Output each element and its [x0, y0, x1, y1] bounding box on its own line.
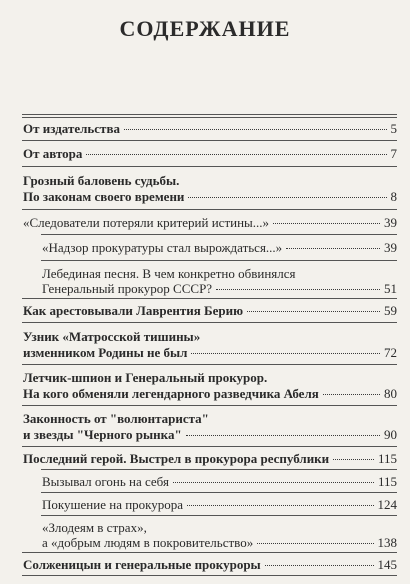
toc-entry-title-line: и звезды "Черного рынка"	[23, 427, 182, 442]
toc-entry[interactable]	[42, 475, 397, 489]
divider	[22, 364, 397, 365]
toc-entry-page: 51	[384, 281, 397, 296]
divider	[22, 209, 397, 210]
toc-entry[interactable]	[23, 428, 397, 442]
toc-entry-title-line: а «добрым людям в покровительство»	[42, 535, 254, 550]
toc-entry-page: 59	[384, 303, 397, 318]
toc-entry-page: 72	[384, 345, 397, 360]
toc-entry-title-line: На кого обменяли легендарного разведчика Абеля	[23, 386, 319, 401]
toc-entry[interactable]	[23, 190, 397, 204]
divider	[41, 469, 397, 470]
toc-entry-title: Покушение на прокурора	[42, 497, 184, 512]
toc-entry-page: 124	[377, 497, 397, 512]
toc-entry-page: 5	[390, 121, 397, 136]
toc-entry-title: От автора	[23, 146, 83, 161]
divider	[22, 166, 397, 167]
divider	[41, 260, 397, 261]
leader-dots	[86, 154, 386, 155]
toc-entry[interactable]	[42, 498, 397, 512]
toc-entry-page: 138	[377, 535, 397, 550]
toc-entry-title-line: Грозный баловень судьбы.	[23, 173, 180, 188]
toc-entry-title-line: Генеральный прокурор СССР?	[42, 281, 213, 296]
toc-entry-page: 115	[377, 474, 397, 489]
divider	[41, 515, 397, 516]
leader-dots	[286, 248, 380, 249]
toc-entry-title-line: «Злодеям в страх»,	[42, 520, 147, 535]
toc-entry[interactable]	[23, 452, 397, 466]
leader-dots	[323, 394, 380, 395]
toc-entry[interactable]	[23, 122, 397, 136]
divider	[22, 114, 397, 118]
divider	[22, 446, 397, 447]
toc-entry-page: 8	[390, 189, 397, 204]
toc-entry-title-line: Лебединая песня. В чем конкретно обвинялся	[42, 266, 296, 281]
toc-entry[interactable]	[42, 536, 397, 550]
leader-dots	[188, 197, 386, 198]
toc-entry[interactable]	[23, 304, 397, 318]
toc-entry-page: 90	[384, 427, 397, 442]
toc-entry-page: 39	[384, 215, 397, 230]
leader-dots	[265, 565, 374, 566]
leader-dots	[273, 223, 380, 224]
toc-entry-page: 115	[377, 451, 397, 466]
divider	[22, 140, 397, 141]
toc-entry-title-line: Узник «Матросской тишины»	[23, 329, 201, 344]
toc-entry-title: «Надзор прокуратуры стал вырождаться...»	[42, 240, 283, 255]
toc-entry[interactable]	[23, 147, 397, 161]
toc-entry-title: «Следователи потеряли критерий истины...»	[23, 215, 270, 230]
toc-entry-page: 7	[390, 146, 397, 161]
toc-entry[interactable]	[23, 216, 397, 230]
toc-entry-title-line: изменником Родины не был	[23, 345, 188, 360]
toc-entry-title: Солженицын и генеральные прокуроры	[23, 557, 261, 572]
toc-entry[interactable]	[23, 387, 397, 401]
toc-entry-page: 39	[384, 240, 397, 255]
leader-dots	[186, 435, 380, 436]
toc-entry-title: Как арестовывали Лаврентия Берию	[23, 303, 244, 318]
toc-entry[interactable]	[42, 282, 397, 296]
leader-dots	[333, 459, 374, 460]
toc-entry-title: От издательства	[23, 121, 120, 136]
page-title: СОДЕРЖАНИЕ	[119, 16, 291, 41]
toc-entry[interactable]	[23, 558, 397, 572]
divider	[22, 322, 397, 323]
toc-entry[interactable]	[23, 346, 397, 360]
divider	[41, 492, 397, 493]
divider	[41, 234, 397, 235]
leader-dots	[187, 505, 373, 506]
toc-entry-page: 145	[377, 557, 397, 572]
leader-dots	[257, 543, 373, 544]
leader-dots	[124, 129, 387, 130]
toc-entry-title-line: Законность от "волюнтариста"	[23, 411, 209, 426]
divider	[22, 552, 397, 553]
divider	[22, 405, 397, 406]
toc-entry-title-line: Летчик-шпион и Генеральный прокурор.	[23, 370, 268, 385]
toc-entry[interactable]	[42, 241, 397, 255]
toc-entry-page: 80	[384, 386, 397, 401]
toc-entry-title-line: По законам своего времени	[23, 189, 185, 204]
leader-dots	[247, 311, 380, 312]
leader-dots	[216, 289, 380, 290]
toc-entry-title: Последний герой. Выстрел в прокурора республики	[23, 451, 330, 466]
leader-dots	[191, 353, 380, 354]
leader-dots	[173, 482, 374, 483]
divider	[22, 298, 397, 299]
toc-entry-title: Вызывал огонь на себя	[42, 474, 169, 489]
divider	[22, 575, 397, 576]
